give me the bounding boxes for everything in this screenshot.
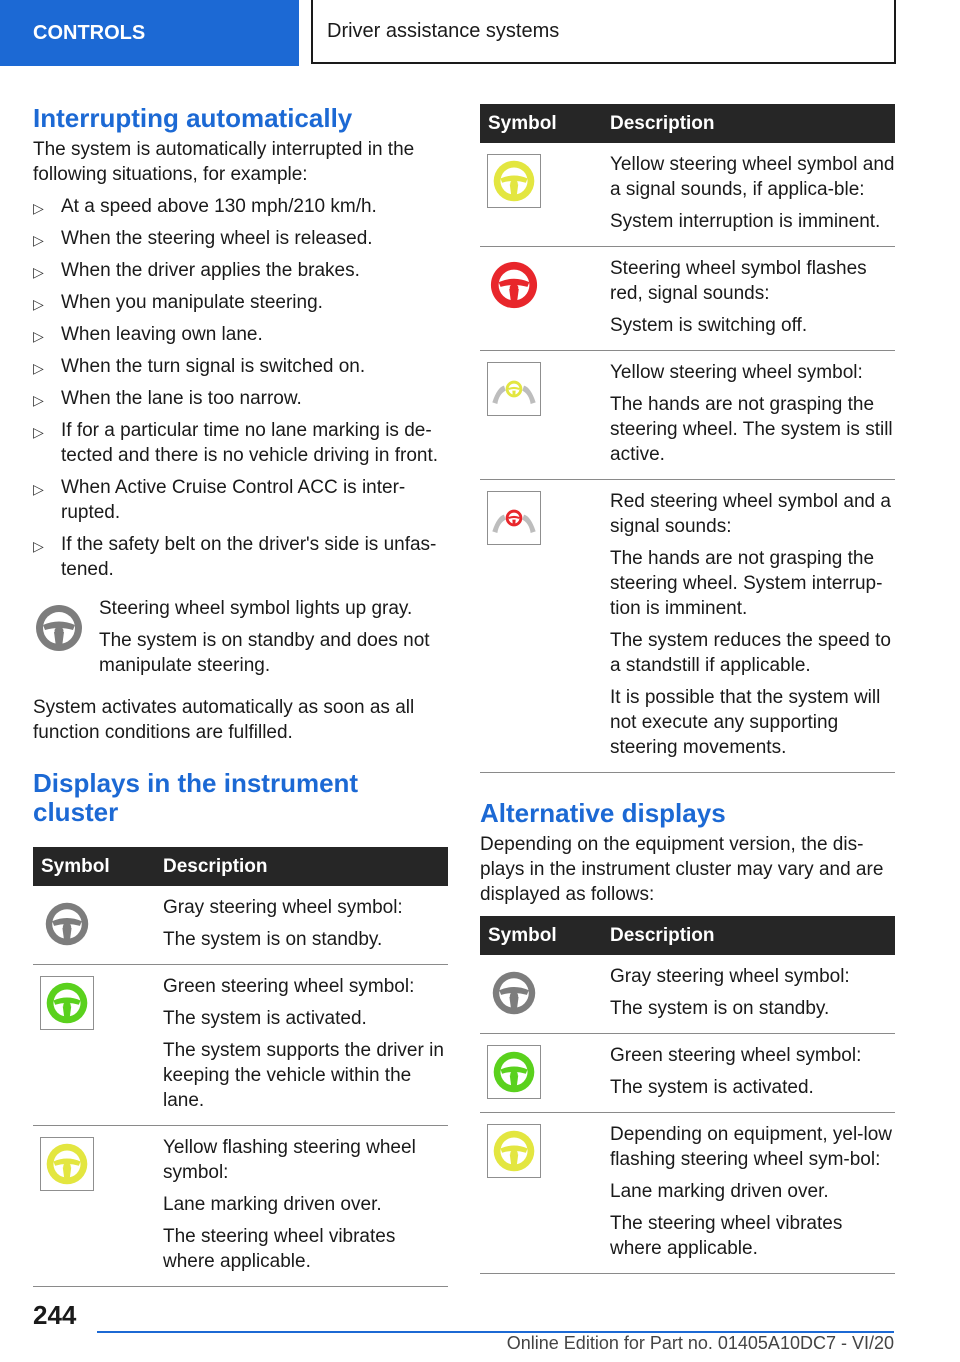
col-description-header: Description bbox=[610, 916, 895, 955]
list-item: ▷ When the turn signal is switched on. bbox=[33, 354, 448, 379]
triangle-bullet-icon: ▷ bbox=[33, 264, 44, 280]
gray-steering-wheel-icon bbox=[33, 596, 99, 678]
row-line: System is switching off. bbox=[610, 315, 808, 336]
standby-line-1: Steering wheel symbol lights up gray. bbox=[99, 598, 413, 619]
yellow-steering-wheel-icon bbox=[487, 1124, 541, 1178]
alternative-table bbox=[480, 916, 895, 1274]
table-row bbox=[33, 1126, 448, 1287]
triangle-bullet-icon: ▷ bbox=[33, 328, 44, 344]
col-description-header: Description bbox=[163, 847, 448, 886]
row-line: Gray steering wheel symbol: bbox=[163, 897, 403, 918]
red-hands-off-wheel-icon bbox=[487, 491, 541, 545]
section-tab: CONTROLS bbox=[0, 0, 299, 66]
list-item: ▷ When the driver applies the brakes. bbox=[33, 258, 448, 283]
list-item: ▷ At a speed above 130 mph/210 km/h. bbox=[33, 194, 448, 219]
row-line: The system is on standby. bbox=[610, 998, 830, 1019]
left-column bbox=[33, 100, 448, 1287]
red-steering-wheel-icon bbox=[487, 258, 541, 312]
list-item: ▷ If for a particular time no lane marking is de-tected and there is no vehicle driving in front. bbox=[33, 420, 439, 466]
row-line: Depending on equipment, yel-low flashing steering wheel sym-bol: bbox=[610, 1124, 893, 1170]
green-steering-wheel-icon bbox=[487, 1045, 541, 1099]
table-row bbox=[480, 1113, 895, 1274]
row-line: Gray steering wheel symbol: bbox=[610, 966, 850, 987]
displays-table bbox=[33, 847, 448, 1287]
table-row bbox=[480, 480, 895, 773]
row-line: Lane marking driven over. bbox=[610, 1181, 829, 1202]
green-steering-wheel-icon bbox=[40, 976, 94, 1030]
displays-table-continued bbox=[480, 104, 895, 773]
row-line: It is possible that the system will not execute any supporting steering movements. bbox=[610, 687, 881, 758]
interrupt-list bbox=[33, 194, 448, 582]
triangle-bullet-icon: ▷ bbox=[33, 360, 44, 376]
chapter-title: Driver assistance systems bbox=[311, 0, 896, 64]
col-symbol-header: Symbol bbox=[480, 916, 610, 955]
page-number: 244 bbox=[33, 1300, 77, 1330]
row-line: Green steering wheel symbol: bbox=[163, 976, 415, 997]
row-line: The system is on standby. bbox=[163, 929, 383, 950]
table-row bbox=[480, 1034, 895, 1113]
triangle-bullet-icon: ▷ bbox=[33, 392, 44, 408]
edition-note: Online Edition for Part no. 01405A10DC7 - VI/20 bbox=[506, 1333, 894, 1353]
row-line: Green steering wheel symbol: bbox=[610, 1045, 862, 1066]
col-symbol-header: Symbol bbox=[33, 847, 163, 886]
page-header bbox=[0, 0, 960, 66]
row-line: Red steering wheel symbol and a signal sounds: bbox=[610, 491, 891, 537]
standby-line-2: The system is on standby and does not manipulate steering. bbox=[99, 630, 430, 676]
yellow-steering-wheel-icon bbox=[40, 1137, 94, 1191]
table-row bbox=[480, 351, 895, 480]
triangle-bullet-icon: ▷ bbox=[33, 481, 44, 497]
list-item: ▷ When the lane is too narrow. bbox=[33, 386, 448, 411]
row-line: The system reduces the speed to a standstill if applicable. bbox=[610, 630, 891, 676]
col-symbol-header: Symbol bbox=[480, 104, 610, 143]
row-line: The hands are not grasping the steering wheel. The system is still active. bbox=[610, 394, 893, 465]
row-line: Yellow steering wheel symbol and a signal sounds, if applica-ble: bbox=[610, 154, 895, 200]
triangle-bullet-icon: ▷ bbox=[33, 296, 44, 312]
row-line: Steering wheel symbol flashes red, signal sounds: bbox=[610, 258, 867, 304]
list-item: ▷ When the steering wheel is released. bbox=[33, 226, 448, 251]
list-item: ▷ When Active Cruise Control ACC is inter-rupted. bbox=[33, 477, 406, 523]
alternative-intro: Depending on the equipment version, the dis-plays in the instrument cluster may vary and are displayed as follows: bbox=[480, 834, 884, 905]
row-line: The hands are not grasping the steering wheel. System interrup-tion is imminent. bbox=[610, 548, 883, 619]
list-item: ▷ When you manipulate steering. bbox=[33, 290, 448, 315]
triangle-bullet-icon: ▷ bbox=[33, 200, 44, 216]
heading-interrupting: Interrupting automatically bbox=[33, 103, 353, 133]
row-line: The system is activated. bbox=[163, 1008, 367, 1029]
list-item: ▷ If the safety belt on the driver's side is unfas-tened. bbox=[33, 534, 437, 580]
yellow-hands-off-wheel-icon bbox=[487, 362, 541, 416]
row-line: The steering wheel vibrates where applicable. bbox=[163, 1226, 396, 1272]
triangle-bullet-icon: ▷ bbox=[33, 424, 44, 440]
table-row bbox=[480, 143, 895, 247]
row-line: Lane marking driven over. bbox=[163, 1194, 382, 1215]
gray-steering-wheel-icon bbox=[40, 897, 94, 951]
row-line: System interruption is imminent. bbox=[610, 211, 881, 232]
right-column bbox=[480, 104, 895, 1274]
activation-note: System activates automatically as soon as all function conditions are fulfilled. bbox=[33, 697, 415, 743]
row-line: The steering wheel vibrates where applicable. bbox=[610, 1213, 843, 1259]
triangle-bullet-icon: ▷ bbox=[33, 232, 44, 248]
col-description-header: Description bbox=[610, 104, 895, 143]
table-row bbox=[33, 886, 448, 965]
row-line: The system supports the driver in keeping the vehicle within the lane. bbox=[163, 1040, 444, 1111]
heading-displays: Displays in the instrument cluster bbox=[33, 768, 359, 827]
interrupt-intro: The system is automatically interrupted in the following situations, for example: bbox=[33, 139, 415, 185]
standby-note bbox=[33, 596, 448, 678]
list-item: ▷ When leaving own lane. bbox=[33, 322, 448, 347]
table-row bbox=[480, 247, 895, 351]
heading-alternative: Alternative displays bbox=[480, 798, 726, 828]
table-row bbox=[480, 955, 895, 1034]
yellow-steering-wheel-icon bbox=[487, 154, 541, 208]
row-line: Yellow steering wheel symbol: bbox=[610, 362, 863, 383]
gray-steering-wheel-icon bbox=[487, 966, 541, 1020]
triangle-bullet-icon: ▷ bbox=[33, 538, 44, 554]
table-row bbox=[33, 965, 448, 1126]
row-line: The system is activated. bbox=[610, 1077, 814, 1098]
row-line: Yellow flashing steering wheel symbol: bbox=[163, 1137, 416, 1183]
